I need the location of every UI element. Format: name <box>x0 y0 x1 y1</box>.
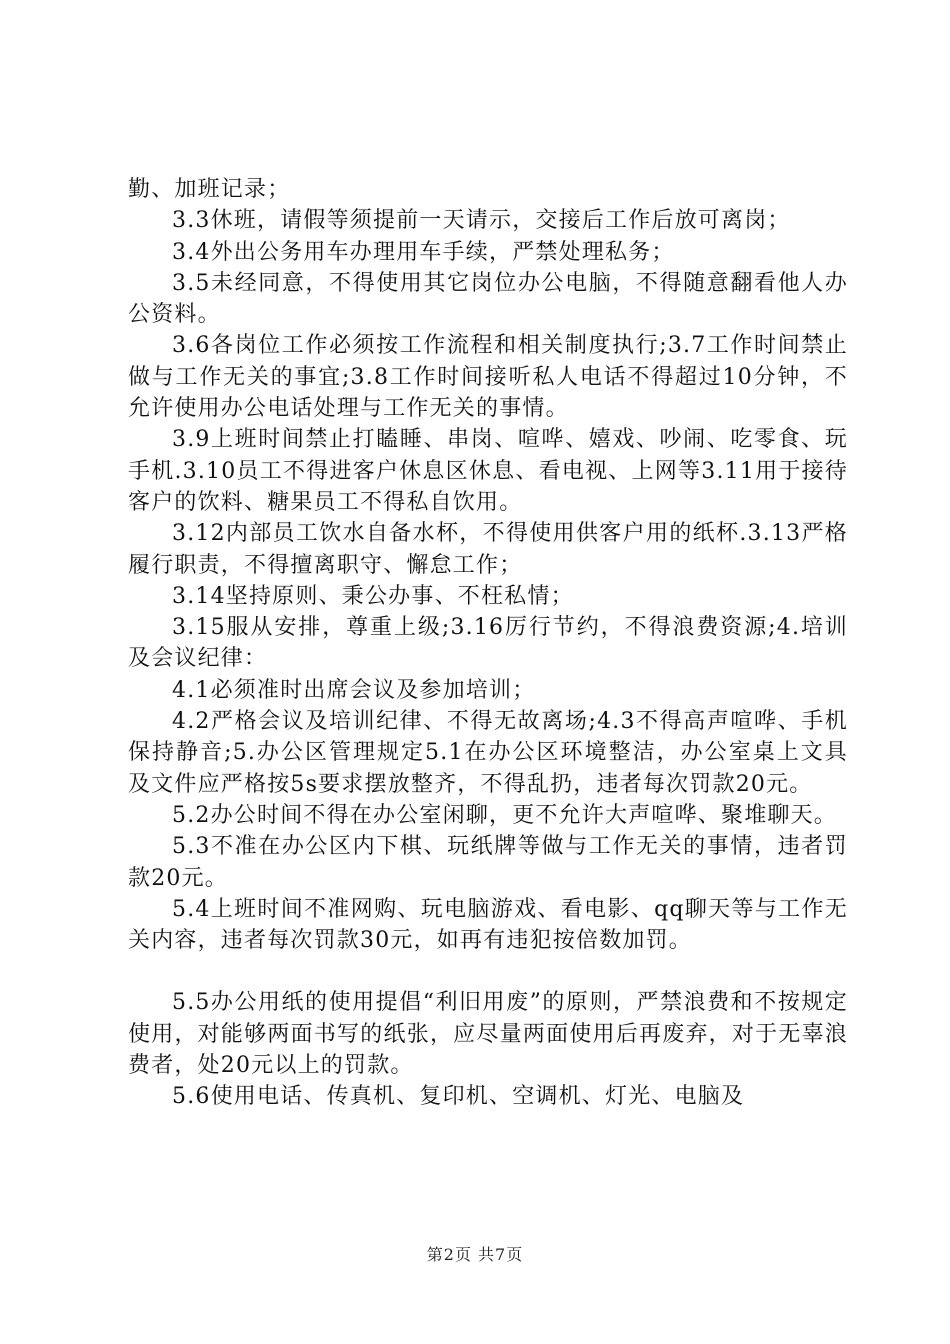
paragraph-3-12: 3.12内部员工饮水自备水杯，不得使用供客户用的纸杯.3.13严格履行职责，不得擅离职守、懈怠工作； <box>128 521 848 578</box>
paragraph-5-4: 5.4上班时间不准网购、玩电脑游戏、看电影、qq聊天等与工作无关内容，违者每次罚款30元，如再有违犯按倍数加罚。 <box>128 896 848 954</box>
paragraph-3-4: 3.4外出公务用车办理用车手续，严禁处理私务； <box>172 239 675 265</box>
paragraph-3-15: 3.15服从安排，尊重上级;3.16厉行节约，不得浪费资源;4.培训及会议纪律： <box>128 615 848 672</box>
paragraph-3-6: 3.6各岗位工作必须按工作流程和相关制度执行;3.7工作时间禁止做与工作无关的事宜;3.8工作时间接听私人电话不得超过10分钟，不允许使用办公电话处理与工作无关的事情。 <box>128 333 848 422</box>
paragraph-5-2: 5.2办公时间不得在办公室闲聊，更不允许大声喧哗、聚堆聊天。 <box>172 802 837 828</box>
paragraph-5-6: 5.6使用电话、传真机、复印机、空调机、灯光、电脑及 <box>172 1084 745 1110</box>
paragraph-3-5: 3.5未经同意，不得使用其它岗位办公电脑，不得随意翻看他人办公资料。 <box>128 270 848 328</box>
page-number-footer: 第2页 共7页 <box>426 1245 524 1264</box>
paragraph-3-9: 3.9上班时间禁止打瞌睡、串岗、喧哗、嬉戏、吵闹、吃零食、玩手机.3.10员工不得进客户休息区休息、看电视、上网等3.11用于接待客户的饮料、糖果员工不得私自饮用。 <box>128 427 848 515</box>
paragraph-continuation: 勤、加班记录； <box>128 177 291 202</box>
paragraph-3-3: 3.3休班，请假等须提前一天请示，交接后工作后放可离岗； <box>172 208 791 234</box>
document-body <box>128 174 848 1113</box>
paragraph-3-14: 3.14坚持原则、秉公办事、不枉私情； <box>172 583 574 609</box>
paragraph-4-2: 4.2严格会议及培训纪律、不得无故离场;4.3不得高声喧哗、手机保持静音;5.办公区管理规定5.1在办公区环境整洁，办公室桌上文具及文件应严格按5s要求摆放整齐，不得乱扔，违者每次罚款20元。 <box>128 709 848 797</box>
paragraph-4-1: 4.1必须准时出席会议及参加培训； <box>172 677 536 703</box>
paragraph-5-3: 5.3不准在办公区内下棋、玩纸牌等做与工作无关的事情，违者罚款20元。 <box>128 834 848 891</box>
paragraph-5-5: 5.5办公用纸的使用提倡“利旧用废”的原则，严禁浪费和不按规定使用，对能够两面书写的纸张，应尽量两面使用后再废弃，对于无辜浪费者，处20元以上的罚款。 <box>128 990 848 1079</box>
